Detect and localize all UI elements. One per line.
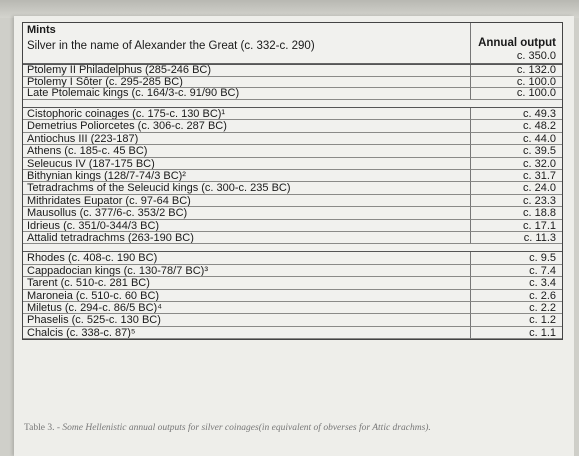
annual-output-value: c. 18.8 — [470, 207, 562, 219]
mint-name: Mithridates Eupator (c. 97-64 BC) — [23, 195, 470, 207]
table-caption — [24, 423, 554, 434]
table-body — [23, 64, 562, 339]
mint-name: Bithynian kings (128/7-74/3 BC)² — [23, 170, 470, 182]
annual-output-value: c. 48.2 — [470, 120, 562, 132]
table-row — [23, 145, 562, 157]
table-row — [23, 327, 562, 339]
group-spacer — [23, 100, 562, 107]
table-row — [23, 207, 562, 219]
mint-name: Athens (c. 185-c. 45 BC) — [23, 145, 470, 157]
table-row — [23, 220, 562, 232]
annual-output-value: c. 3.4 — [470, 277, 562, 289]
table-row — [23, 232, 562, 244]
mint-name: Ptolemy I Sôter (c. 295-285 BC) — [23, 77, 470, 89]
mint-name: Idrieus (c. 351/0-344/3 BC) — [23, 220, 470, 232]
table-row — [23, 277, 562, 289]
annual-output-value: c. 100.0 — [470, 88, 562, 100]
annual-output-value: c. 49.3 — [470, 108, 562, 120]
mints-output-table — [22, 22, 563, 340]
annual-output-value: c. 32.0 — [470, 158, 562, 170]
mint-name: Tetradrachms of the Seleucid kings (c. 300-c. 235 BC) — [23, 182, 470, 194]
table-row — [23, 77, 562, 89]
mint-name: Attalid tetradrachms (263-190 BC) — [23, 232, 470, 244]
annual-output-value: c. 11.3 — [470, 232, 562, 244]
row-group — [23, 251, 562, 339]
annual-output-value: c. 2.6 — [470, 290, 562, 302]
row-group — [23, 64, 562, 100]
mint-name: Chalcis (c. 338-c. 87)⁵ — [23, 327, 470, 339]
annual-output-value: c. 1.1 — [470, 327, 562, 339]
table-row — [23, 182, 562, 194]
annual-output-value: c. 17.1 — [470, 220, 562, 232]
mint-name: Maroneia (c. 510-c. 60 BC) — [23, 290, 470, 302]
caption-label: Table 3. — [24, 423, 55, 433]
alexander-row-name: Silver in the name of Alexander the Great (c. 332-c. 290) — [27, 40, 315, 52]
annual-output-value: c. 24.0 — [470, 182, 562, 194]
mint-name: Seleucus IV (187-175 BC) — [23, 158, 470, 170]
group-spacer — [23, 244, 562, 251]
table-row — [23, 195, 562, 207]
table-row — [23, 302, 562, 314]
table-header — [23, 23, 562, 64]
mints-heading: Mints — [27, 24, 56, 36]
annual-output-value: c. 100.0 — [470, 77, 562, 89]
annual-output-value: c. 31.7 — [470, 170, 562, 182]
table-row — [23, 120, 562, 132]
mint-name: Tarent (c. 510-c. 281 BC) — [23, 277, 470, 289]
mint-name: Cistophoric coinages (c. 175-c. 130 BC)¹ — [23, 108, 470, 120]
table-row — [23, 290, 562, 302]
mint-name: Late Ptolemaic kings (c. 164/3-c. 91/90 BC) — [23, 88, 470, 100]
annual-output-value: c. 9.5 — [470, 252, 562, 264]
annual-output-value: c. 132.0 — [470, 65, 562, 77]
mint-name: Miletus (c. 294-c. 86/5 BC)⁴ — [23, 302, 470, 314]
annual-output-value: c. 7.4 — [470, 265, 562, 277]
mint-name: Ptolemy II Philadelphus (285-246 BC) — [23, 65, 470, 77]
mint-name: Demetrius Poliorcetes (c. 306-c. 287 BC) — [23, 120, 470, 132]
table-row — [23, 88, 562, 100]
annual-output-value: c. 44.0 — [470, 133, 562, 145]
annual-output-value: c. 1.2 — [470, 314, 562, 326]
column-divider — [470, 23, 471, 63]
mint-name: Mausollus (c. 377/6-c. 353/2 BC) — [23, 207, 470, 219]
table-row — [23, 265, 562, 277]
annual-output-value: c. 23.3 — [470, 195, 562, 207]
table-row — [23, 65, 562, 77]
mint-name: Cappadocian kings (c. 130-78/7 BC)³ — [23, 265, 470, 277]
table-row — [23, 314, 562, 326]
mint-name: Rhodes (c. 408-c. 190 BC) — [23, 252, 470, 264]
mint-name: Phaselis (c. 525-c. 130 BC) — [23, 314, 470, 326]
table-row — [23, 133, 562, 145]
table-row — [23, 158, 562, 170]
mint-name: Antiochus III (223-187) — [23, 133, 470, 145]
alexander-row-value: c. 350.0 — [516, 50, 556, 62]
table-row — [23, 252, 562, 264]
row-group — [23, 107, 562, 244]
caption-text: - Some Hellenistic annual outputs for silver coinages(in equivalent of obverses for Attic drachms). — [56, 423, 431, 433]
table-row — [23, 170, 562, 182]
annual-output-heading: Annual output — [478, 37, 556, 49]
annual-output-value: c. 39.5 — [470, 145, 562, 157]
table-row — [23, 108, 562, 120]
annual-output-value: c. 2.2 — [470, 302, 562, 314]
